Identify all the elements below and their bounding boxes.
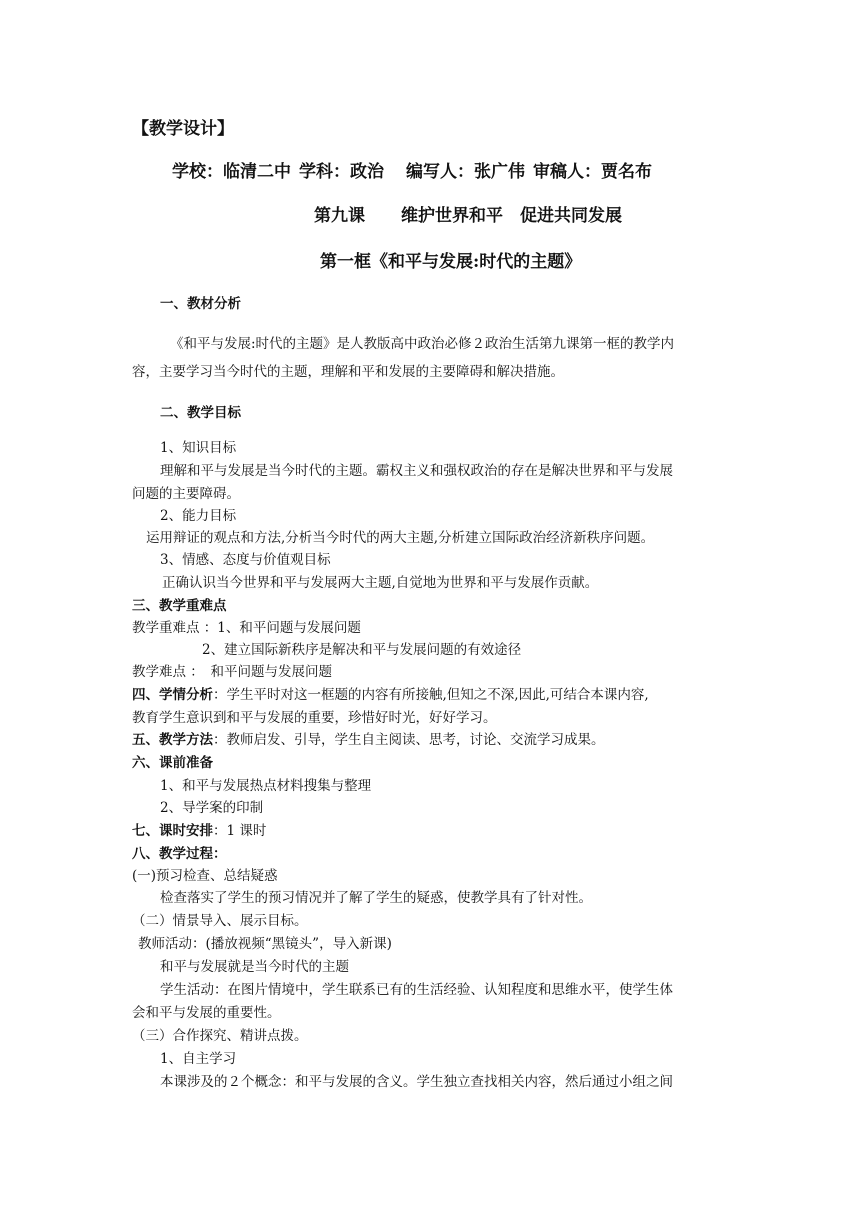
subheading: (一)预习检查、总结疑惑 (132, 868, 278, 884)
paragraph-line: 和平与发展就是当今时代的主题 (160, 959, 349, 975)
section-title: 七、课时安排 (132, 823, 213, 839)
paragraph-line: 问题的主要障碍。 (132, 486, 240, 502)
paragraph-line: 检查落实了学生的预习情况并了解了学生的疑惑，使教学具有了针对性。 (160, 890, 592, 906)
paragraph-line: 会和平与发展的重要性。 (132, 1005, 281, 1021)
design-label: 【教学设计】 (132, 119, 234, 139)
paragraph-line: 教学难点 ： 和平问题与发展问题 (132, 664, 333, 680)
paragraph-line: 教育学生意识到和平与发展的重要，珍惜好时光，好好学习。 (132, 710, 497, 726)
section-title: 八、教学过程： (132, 846, 227, 862)
paragraph-line: 理解和平与发展是当今时代的主题。霸权主义和强权政治的存在是解决世界和平与发展 (160, 463, 673, 479)
section-title: 四、学情分析 (132, 687, 213, 703)
paragraph-line: 1、和平与发展热点材料搜集与整理 (160, 778, 372, 794)
meta-line (172, 160, 652, 184)
paragraph-line: 正确认识当今世界和平与发展两大主题,自觉地为世界和平与发展作贡献。 (162, 575, 599, 591)
paragraph-text: ：学生平时对这一框题的内容有所接触,但知之不深,因此,可结合本课内容, (213, 687, 649, 703)
paragraph-line: 教师活动：(播放视频“黑镜头”，导入新课) (138, 936, 392, 952)
section-title: 一、教材分析 (160, 296, 241, 312)
paragraph-line: 运用辩证的观点和方法,分析当今时代的两大主题,分析建立国际政治经济新秩序问题。 (146, 530, 655, 546)
section-title: 六、课前准备 (132, 755, 213, 771)
paragraph-line: 本课涉及的２个概念：和平与发展的含义。学生独立查找相关内容，然后通过小组之间 (160, 1074, 673, 1090)
subheading: （三）合作探究、精讲点拨。 (132, 1028, 308, 1044)
section-title: 三、教学重难点 (132, 598, 227, 614)
paragraph-text: ：1 课时 (213, 823, 267, 839)
lesson-number: 第九课 (314, 206, 365, 226)
section-line (132, 730, 605, 750)
author: 编写人：张广伟 (406, 162, 525, 182)
paragraph-line: 《和平与发展:时代的主题》是人教版高中政治必修２政治生活第九课第一框的教学内 (170, 336, 675, 352)
subheading: 3、情感、态度与价值观目标 (160, 552, 331, 568)
school: 学校：临清二中 (172, 162, 291, 182)
lesson-title: 维护世界和平 促进共同发展 (401, 206, 622, 226)
subheading: 1、自主学习 (160, 1051, 237, 1067)
reviewer: 审稿人：贾名布 (533, 162, 652, 182)
paragraph-line: 2、建立国际新秩序是解决和平与发展问题的有效途径 (202, 642, 522, 658)
paragraph-text: ：教师启发、引导，学生自主阅读、思考，讨论、交流学习成果。 (213, 732, 605, 748)
subheading: 2、能力目标 (160, 508, 237, 524)
lesson-heading (314, 204, 622, 228)
frame-title: 第一框《和平与发展:时代的主题》 (320, 252, 582, 272)
section-title: 二、教学目标 (160, 405, 241, 421)
paragraph-line: 2、导学案的印制 (160, 800, 264, 816)
paragraph-line: 教学重难点 ：1、和平问题与发展问题 (132, 620, 361, 636)
section-line (132, 821, 266, 841)
section-line (132, 685, 649, 705)
paragraph-line: 容，主要学习当今时代的主题，理解和平和发展的主要障碍和解决措施。 (132, 364, 564, 380)
subheading: （二）情景导入、展示目标。 (132, 913, 308, 929)
section-title: 五、教学方法 (132, 732, 213, 748)
paragraph-line: 学生活动：在图片情境中，学生联系已有的生活经验、认知程度和思维水平，使学生体 (160, 982, 673, 998)
subheading: 1、知识目标 (160, 440, 237, 456)
subject: 学科：政治 (299, 162, 384, 182)
